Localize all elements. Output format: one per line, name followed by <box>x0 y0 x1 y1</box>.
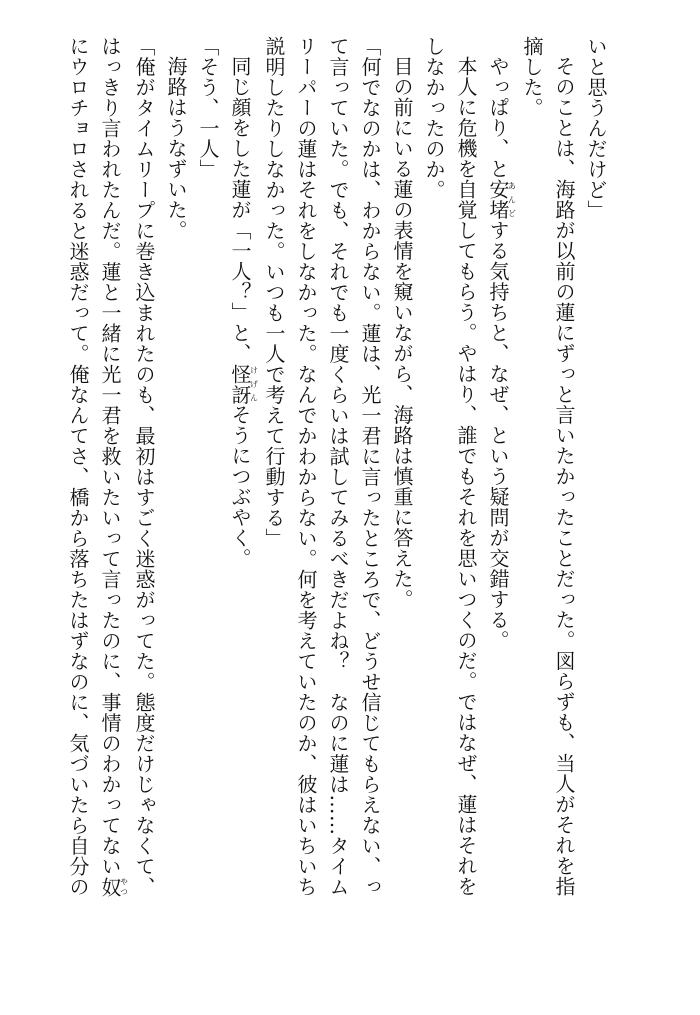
text-line: 本人に危機を自覚してもらう。やはり、誰でもそれを思いつくのだ。ではなぜ、蓮はそれを <box>454 56 478 897</box>
text-line: いと思うんだけど」 <box>584 36 608 221</box>
text-line: 目の前にいる蓮の表情を窺いながら、海路は慎重に答えた。 <box>390 56 414 610</box>
ruby-annotation: 奴やつ <box>98 876 129 897</box>
text-line: そのことは、海路が以前の蓮にずっと言いたかったことだった。図らずも、当人がそれを指 <box>552 56 576 897</box>
text-line: しなかったのか。 <box>422 36 446 200</box>
text-line: 説明したりしなかった。いつも一人で考えて行動する」 <box>262 36 286 549</box>
text-line: にウロチョロされると迷惑だって。俺なんてさ、橋から落ちたはずなのに、気づいたら自分の <box>66 36 90 897</box>
text-line: 「何でなのかは、わからない。蓮は、光一君に言ったところで、どうせ信じてもらえない、っ <box>358 36 382 897</box>
ruby-annotation: 怪訝けげん <box>228 363 259 405</box>
text-line: 「俺がタイムリープに巻き込まれたのも、最初はすごく迷惑がってた。態度だけじゃなくて、 <box>132 36 156 897</box>
text-line: やっぱり、と安堵あんどする気持ちと、なぜ、という疑問が交錯する。 <box>486 56 517 651</box>
ruby-annotation: 安堵あんど <box>486 179 517 220</box>
text-line: リーパーの蓮はそれをしなかった。なんでかわからない。何を考えていたのか、彼はいちいち <box>294 36 318 897</box>
text-line: はっきり言われたんだ。蓮と一緒に光一君を救いたいって言ったのに、事情のわかってない奴やつ <box>98 36 129 897</box>
vertical-text-body <box>62 36 612 966</box>
text-line: て言っていた。でも、それでも一度くらいは試してみるべきだよね？ なのに蓮は……タイム <box>326 36 350 897</box>
text-line: 海路はうなずいた。 <box>164 56 188 241</box>
text-line: 摘した。 <box>520 36 544 118</box>
text-line: 同じ顔をした蓮が「一人？」と、怪訝けげんそうにつぶやく。 <box>228 56 259 569</box>
text-line: 「そう、一人」 <box>196 36 220 180</box>
